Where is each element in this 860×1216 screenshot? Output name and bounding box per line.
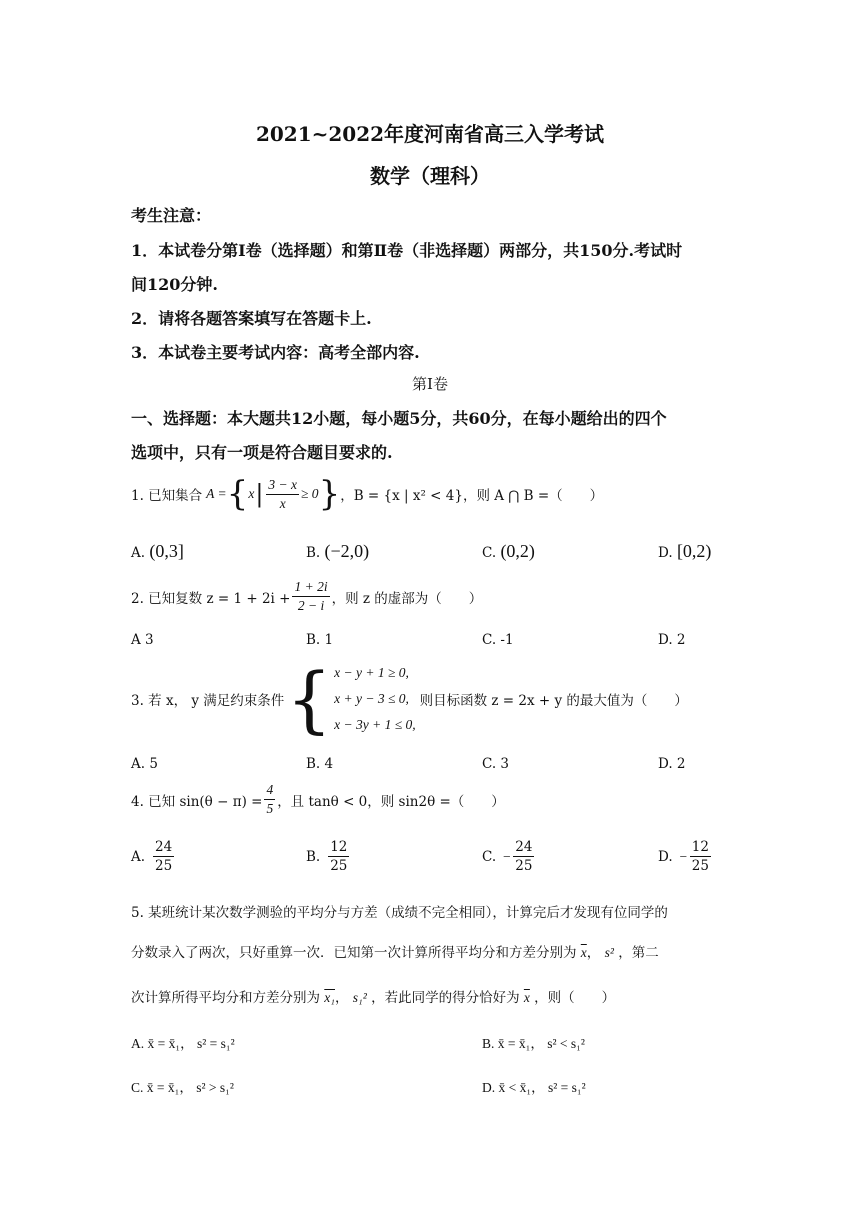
q1-prefix: 1. 已知集合: [131, 488, 203, 504]
q4-option-d-den: 25: [691, 858, 709, 874]
q1-frac-den: x: [279, 495, 286, 511]
notice-heading: 考生注意：: [131, 206, 212, 225]
q4-option-d-num: 12: [691, 839, 709, 855]
q4-option-a-label: A.: [131, 848, 146, 865]
q4-option-b: [306, 838, 351, 875]
volume-label: 第Ⅰ卷: [412, 375, 448, 393]
q5-line-2-xbar: $\overline{x}$: [580, 945, 587, 960]
q5-line-3-text-b: ，若此同学的得分恰好为: [371, 990, 520, 1006]
question-3: [131, 657, 688, 741]
q4-option-c-fraction: [513, 838, 534, 875]
q3-constraint-1: x − y + 1 ≥ 0,: [334, 665, 409, 680]
q1-option-b-value: (−2,0): [324, 541, 370, 561]
q3-constraint-3: x − 3y + 1 ≤ 0,: [334, 717, 416, 732]
notice-item-1-line-2: 间120分钟.: [131, 275, 218, 294]
q1-option-d: [658, 541, 711, 562]
q1-option-a-label: A.: [131, 545, 146, 561]
q4-fraction: [264, 781, 275, 818]
q1-option-d-value: [0,2): [676, 541, 712, 561]
q1-option-c-value: (0,2): [500, 541, 535, 561]
q1-bar: |: [255, 480, 264, 508]
q2-prefix: 2. 已知复数 z = 1 + 2i +: [131, 590, 291, 607]
q4-option-b-den: 25: [330, 858, 348, 874]
q4-option-d-sign: −: [678, 848, 688, 864]
q4-option-d-label: D.: [658, 848, 673, 865]
q4-option-c-num: 24: [515, 839, 533, 855]
q5-line-2-text-a: 分数录入了两次，只好重算一次．已知第一次计算所得平均分和方差分别为: [131, 945, 577, 961]
q1-option-c: [482, 541, 535, 562]
q5-line-3-s12: s₁²: [352, 990, 367, 1005]
q3-option-a: A. 5: [131, 756, 158, 772]
question-1: [131, 474, 603, 514]
q3-option-b: B. 4: [306, 756, 334, 772]
q1-option-b-label: B.: [306, 545, 321, 561]
q4-prefix: 4. 已知 sin(θ − π) =: [131, 793, 263, 810]
q5-option-d: D. x̄ < x̄₁， s² = s₁²: [482, 1080, 586, 1095]
q4-option-c: [482, 838, 536, 875]
exam-title: 2021~2022年度河南省高三入学考试: [255, 122, 605, 146]
q1-option-d-label: D.: [658, 545, 673, 561]
q5-line-2-s2: s²: [604, 945, 614, 960]
exam-subtitle: 数学（理科）: [370, 164, 490, 188]
q4-option-a-den: 25: [155, 858, 173, 874]
q3-constraints: [334, 660, 416, 738]
q1-option-a-value: (0,3]: [149, 541, 184, 561]
q2-frac-den: 2 − i: [297, 598, 325, 613]
q4-option-d: [658, 838, 713, 875]
q3-system-brace: {: [286, 657, 333, 741]
q1-option-b: [306, 541, 369, 562]
section-instruction-line-2: 选项中，只有一项是符合题目要求的.: [131, 443, 393, 462]
question-2: [131, 578, 482, 615]
q2-option-a: A 3: [131, 632, 154, 648]
q4-option-b-num: 12: [330, 839, 348, 855]
q2-suffix: ，则 z 的虚部为（ ）: [331, 590, 483, 607]
q4-option-a-num: 24: [155, 839, 173, 855]
question-4: [131, 781, 505, 818]
section-instruction-line-1: 一、选择题：本大题共12小题，每小题5分，共60分，在每小题给出的四个: [131, 409, 667, 428]
q4-suffix: ，且 tanθ < 0，则 sin2θ =（ ）: [277, 793, 505, 810]
q3-suffix: 则目标函数 z = 2x + y 的最大值为（ ）: [419, 693, 688, 709]
q3-option-c: C. 3: [482, 756, 510, 772]
q5-line-3-text-a: 次计算所得平均分和方差分别为: [131, 990, 320, 1006]
q5-line-3-xbar: $\overline{x}$: [523, 990, 530, 1005]
q2-option-d: D. 2: [658, 632, 686, 648]
q4-frac-num: 4: [264, 781, 275, 800]
notice-item-2: 2．请将各题答案填写在答题卡上.: [131, 309, 372, 328]
q1-frac-num: 3 − x: [266, 476, 299, 495]
q4-option-b-fraction: [328, 838, 349, 875]
q5-line-2-text-b: ，第二: [618, 945, 659, 961]
q5-line-3-text-c: ，则（ ）: [534, 990, 616, 1006]
q1-setA-var: x: [248, 486, 255, 501]
q5-option-c: C. x̄ = x̄₁， s² > s₁²: [131, 1080, 234, 1095]
q4-option-b-label: B.: [306, 848, 321, 865]
notice-item-1-line-1: 1．本试卷分第Ⅰ卷（选择题）和第Ⅱ卷（非选择题）两部分，共150分.考试时: [131, 241, 683, 260]
notice-item-3: 3．本试卷主要考试内容：高考全部内容.: [131, 343, 420, 362]
q1-setA-cond: ≥ 0: [301, 486, 319, 501]
q4-option-c-sign: −: [502, 848, 512, 864]
q1-option-c-label: C.: [482, 545, 497, 561]
q3-option-d: D. 2: [658, 756, 686, 772]
q1-fraction: [266, 476, 299, 513]
q1-option-a: [131, 541, 184, 562]
q5-option-b: B. x̄ = x̄₁， s² < s₁²: [482, 1036, 585, 1051]
q3-prefix: 3. 若 x， y 满足约束条件: [131, 693, 285, 709]
q4-option-a: [131, 838, 176, 875]
q4-option-d-fraction: [690, 838, 711, 875]
q5-line-3-x1bar: x₁: [324, 990, 335, 1005]
q3-constraint-2: x + y − 3 ≤ 0,: [334, 691, 409, 706]
q2-frac-num: 1 + 2i: [292, 578, 329, 597]
q4-option-c-label: C.: [482, 848, 497, 865]
q4-frac-den: 5: [266, 801, 274, 816]
q4-option-a-fraction: [153, 838, 174, 875]
q5-option-a: A. x̄ = x̄₁， s² = s₁²: [131, 1036, 235, 1051]
q1-left-brace: {: [226, 474, 249, 514]
q2-option-b: B. 1: [306, 632, 334, 648]
q5-line-2: 分数录入了两次，只好重算一次．已知第一次计算所得平均分和方差分别为 $\overline{x}$， s² ，第二: [131, 945, 659, 961]
q5-line-1: 5. 某班统计某次数学测验的平均分与方差（成绩不完全相同），计算完后才发现有位同学的: [131, 905, 668, 921]
q1-setA-lhs: A =: [206, 486, 227, 501]
q2-fraction: [292, 578, 329, 615]
q1-setB: ，B = {x | x² < 4}，则 A ⋂ B =（ ）: [340, 488, 604, 504]
q4-option-c-den: 25: [515, 858, 533, 874]
q2-option-c: C. -1: [482, 632, 514, 648]
q1-right-brace: }: [318, 474, 341, 514]
q5-line-3: 次计算所得平均分和方差分别为 x₁， s₁² ，若此同学的得分恰好为 $\overline{x}$ ，则（ ）: [131, 990, 616, 1006]
